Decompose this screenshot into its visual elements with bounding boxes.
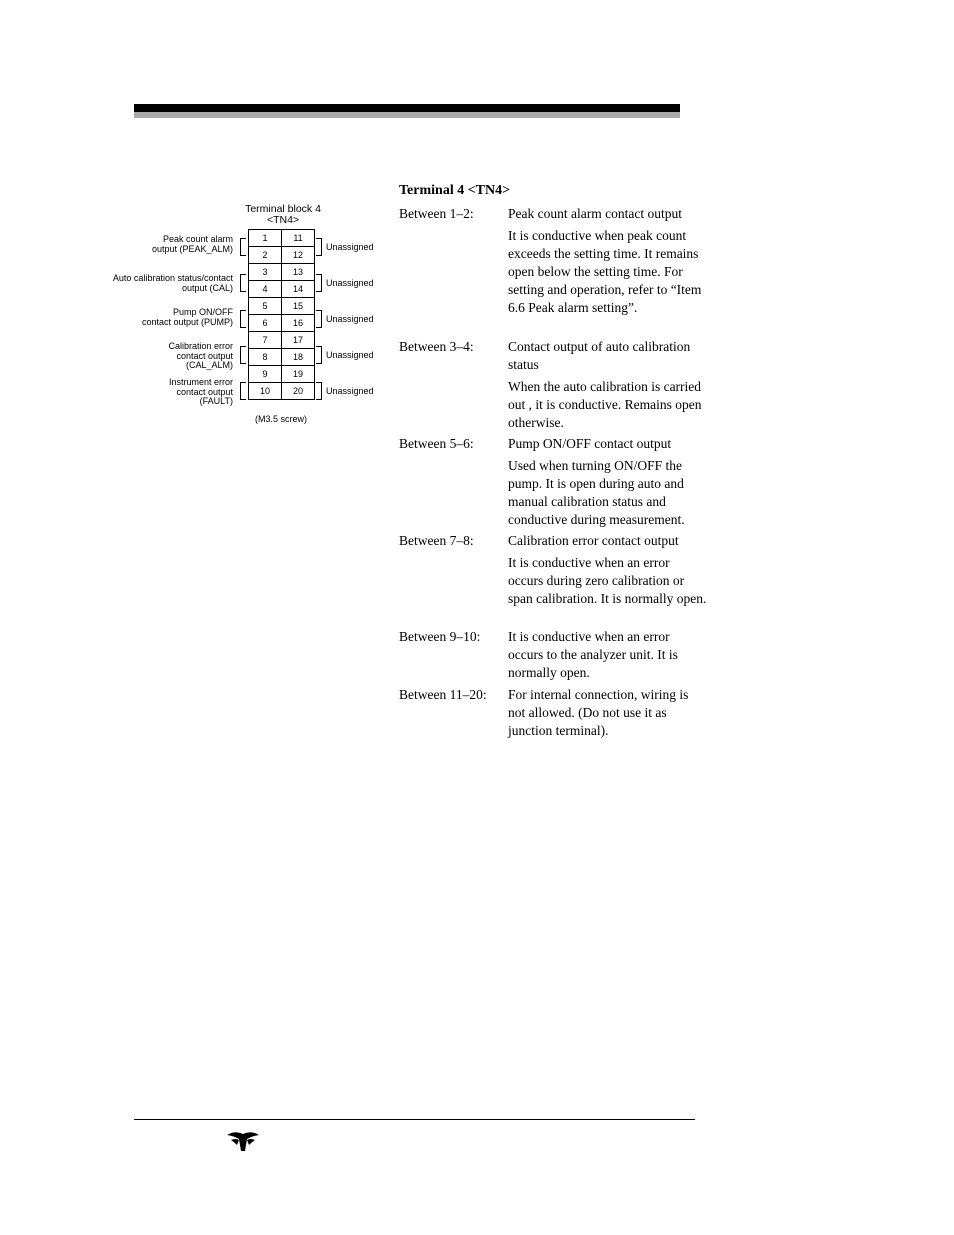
- terminal-cell: 15: [282, 298, 315, 315]
- term-desc: It is conductive when peak count exceeds the setting time. It remains open below the setting time. For setting and operation, refer to “Item 6.6 Peak alarm setting”.: [508, 228, 702, 315]
- unassigned-label: Unassigned: [326, 314, 374, 324]
- term-label: Between 5–6:: [399, 436, 474, 451]
- label-line: Pump ON/OFF: [172, 307, 233, 317]
- terminal-cell: 10: [249, 383, 282, 400]
- label-line: (CAL_ALM): [185, 360, 233, 370]
- term-desc: When the auto calibration is carried out , it is conductive. Remains open otherwise.: [508, 379, 702, 430]
- terminal-row: [249, 264, 315, 281]
- right-bracket: [316, 274, 322, 292]
- diagram-subtitle: <TN4>: [266, 214, 300, 226]
- footer-rule: [134, 1119, 695, 1120]
- term-title: Contact output of auto calibration status: [508, 339, 691, 372]
- right-bracket: [316, 346, 322, 364]
- terminal-row: [249, 298, 315, 315]
- term-label: Between 9–10:: [399, 629, 481, 644]
- terminal-cell: 13: [282, 264, 315, 281]
- label-line: Peak count alarm: [162, 234, 233, 244]
- left-bracket: [240, 382, 246, 400]
- header-rule-black: [134, 104, 680, 112]
- unassigned-label: Unassigned: [326, 278, 374, 288]
- terminal-cell: 3: [249, 264, 282, 281]
- terminal-table: [248, 229, 315, 400]
- label-line: output (PEAK_ALM): [151, 243, 233, 254]
- terminal-cell: 19: [282, 366, 315, 383]
- diagram-title: Terminal block 4: [245, 203, 321, 215]
- left-bracket: [240, 310, 246, 328]
- unassigned-label: Unassigned: [326, 350, 374, 360]
- term-title: For internal connection, wiring is not allowed. (Do not use it as junction terminal).: [508, 687, 689, 738]
- label-line: Auto calibration status/contact: [112, 273, 233, 283]
- term-title: Peak count alarm contact output: [508, 206, 682, 221]
- label-line: (FAULT): [199, 396, 233, 406]
- term-desc: Used when turning ON/OFF the pump. It is open during auto and manual calibration status and conductive during measurement.: [508, 458, 685, 527]
- terminal-cell: 9: [249, 366, 282, 383]
- header-rule-gray: [134, 112, 680, 118]
- right-bracket: [316, 382, 322, 400]
- unassigned-label: Unassigned: [326, 386, 374, 396]
- terminal-row: [249, 383, 315, 400]
- label-cal-error: [168, 342, 233, 371]
- right-bracket: [316, 238, 322, 256]
- terminal-cell: 6: [249, 315, 282, 332]
- left-bracket: [240, 346, 246, 364]
- term-desc: It is conductive when an error occurs during zero calibration or span calibration. It is normally open.: [508, 555, 707, 606]
- terminal-row: [249, 247, 315, 264]
- terminal-cell: 8: [249, 349, 282, 366]
- term-label: Between 1–2:: [399, 206, 474, 221]
- left-bracket: [240, 238, 246, 256]
- terminal-row: [249, 281, 315, 298]
- terminal-cell: 1: [249, 230, 282, 247]
- label-pump: [142, 308, 233, 327]
- label-line: contact output: [176, 350, 233, 361]
- label-fault: [169, 378, 233, 407]
- label-line: Calibration error: [168, 341, 233, 351]
- teledyne-logo-icon: [225, 1130, 261, 1152]
- label-auto-cal: [113, 274, 233, 293]
- label-line: output (CAL): [181, 282, 233, 293]
- term-title: Pump ON/OFF contact output: [508, 436, 672, 451]
- terminal-cell: 16: [282, 315, 315, 332]
- screw-note: (M3.5 screw): [254, 414, 307, 424]
- terminal-cell: 14: [282, 281, 315, 298]
- terminal-cell: 7: [249, 332, 282, 349]
- terminal-row: [249, 349, 315, 366]
- terminal-cell: 2: [249, 247, 282, 264]
- terminal-row: [249, 230, 315, 247]
- terminal-cell: 12: [282, 247, 315, 264]
- left-bracket: [240, 274, 246, 292]
- terminal-cell: 20: [282, 383, 315, 400]
- section-heading: Terminal 4 <TN4>: [399, 183, 511, 198]
- label-line: Instrument error: [168, 377, 233, 387]
- term-title: It is conductive when an error occurs to the analyzer unit. It is normally open.: [508, 629, 678, 680]
- term-label: Between 7–8:: [399, 533, 474, 548]
- terminal-cell: 4: [249, 281, 282, 298]
- terminal-row: [249, 315, 315, 332]
- right-bracket: [316, 310, 322, 328]
- term-label: Between 3–4:: [399, 339, 474, 354]
- terminal-row: [249, 366, 315, 383]
- label-line: contact output (PUMP): [141, 316, 233, 327]
- terminal-cell: 11: [282, 230, 315, 247]
- term-title: Calibration error contact output: [508, 533, 679, 548]
- terminal-row: [249, 332, 315, 349]
- terminal-cell: 18: [282, 349, 315, 366]
- label-line: contact output: [176, 386, 233, 397]
- label-peak-alarm: [152, 235, 233, 254]
- terminal-cell: 5: [249, 298, 282, 315]
- term-label: Between 11–20:: [399, 687, 487, 702]
- terminal-cell: 17: [282, 332, 315, 349]
- unassigned-label: Unassigned: [326, 242, 374, 252]
